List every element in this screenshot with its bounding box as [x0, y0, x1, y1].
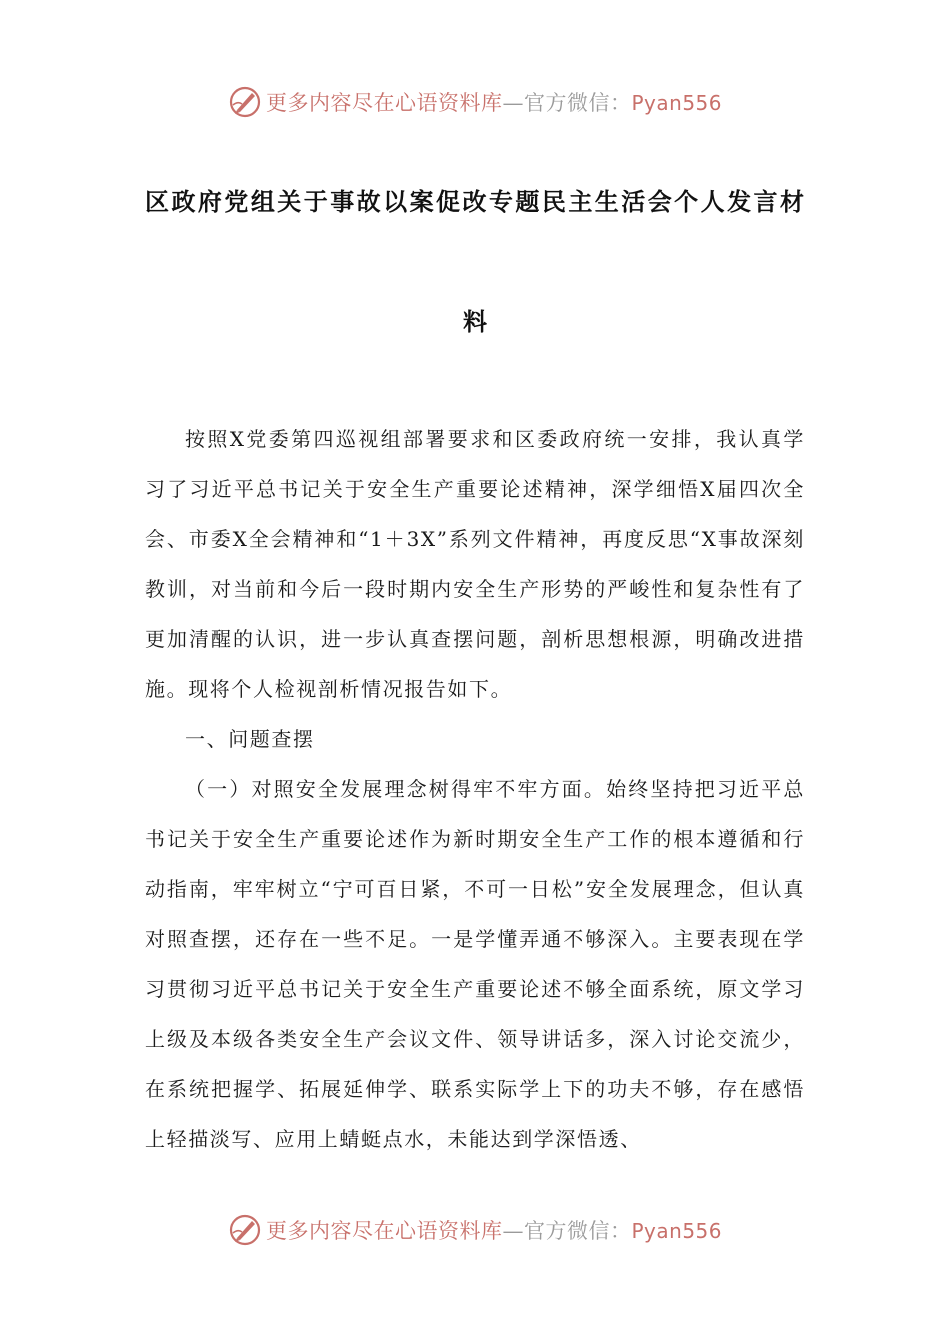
intro-paragraph: 按照X党委第四巡视组部署要求和区委政府统一安排，我认真学习了习近平总书记关于安全生产重要论述精神，深学细悟X届四次全会、市委X全会精神和“1＋3X”系列文件精神，再度反思“X事故深刻教训，对当前和今后一段时期内安全生产形势的严峻性和复杂性有了更加清醒的认识，进一步认真查摆问题，剖析思想根源，明确改进措施。现将个人检视剖析情况报告如下。 [145, 427, 805, 701]
watermark-header [0, 80, 950, 124]
document-body [145, 414, 805, 1164]
watermark-text: 更多内容尽在心语资料库—官方微信：Pyan556 [265, 1219, 722, 1243]
pen-circle-logo-icon [228, 85, 262, 119]
document-title-line-1: 区政府党组关于事故以案促改专题民主生活会个人发言材 [145, 188, 805, 216]
pen-circle-logo-icon [228, 1213, 262, 1247]
watermark-footer [0, 1208, 950, 1252]
watermark-text: 更多内容尽在心语资料库—官方微信：Pyan556 [265, 91, 722, 115]
section-heading: 一、问题查摆 [185, 727, 315, 751]
subsection-paragraph: （一）对照安全发展理念树得牢不牢方面。始终坚持把习近平总书记关于安全生产重要论述作为新时期安全生产工作的根本遵循和行动指南，牢牢树立“宁可百日紧，不可一日松”安全发展理念，但认真对照查摆，还存在一些不足。一是学懂弄通不够深入。主要表现在学习贯彻习近平总书记关于安全生产重要论述不够全面系统，原文学习上级及本级各类安全生产会议文件、领导讲话多，深入讨论交流少，在系统把握学、拓展延伸学、联系实际学上下的功夫不够，存在感悟上轻描淡写、应用上蜻蜓点水，未能达到学深悟透、 [145, 777, 805, 1151]
document-title-line-2: 料 [463, 308, 487, 336]
